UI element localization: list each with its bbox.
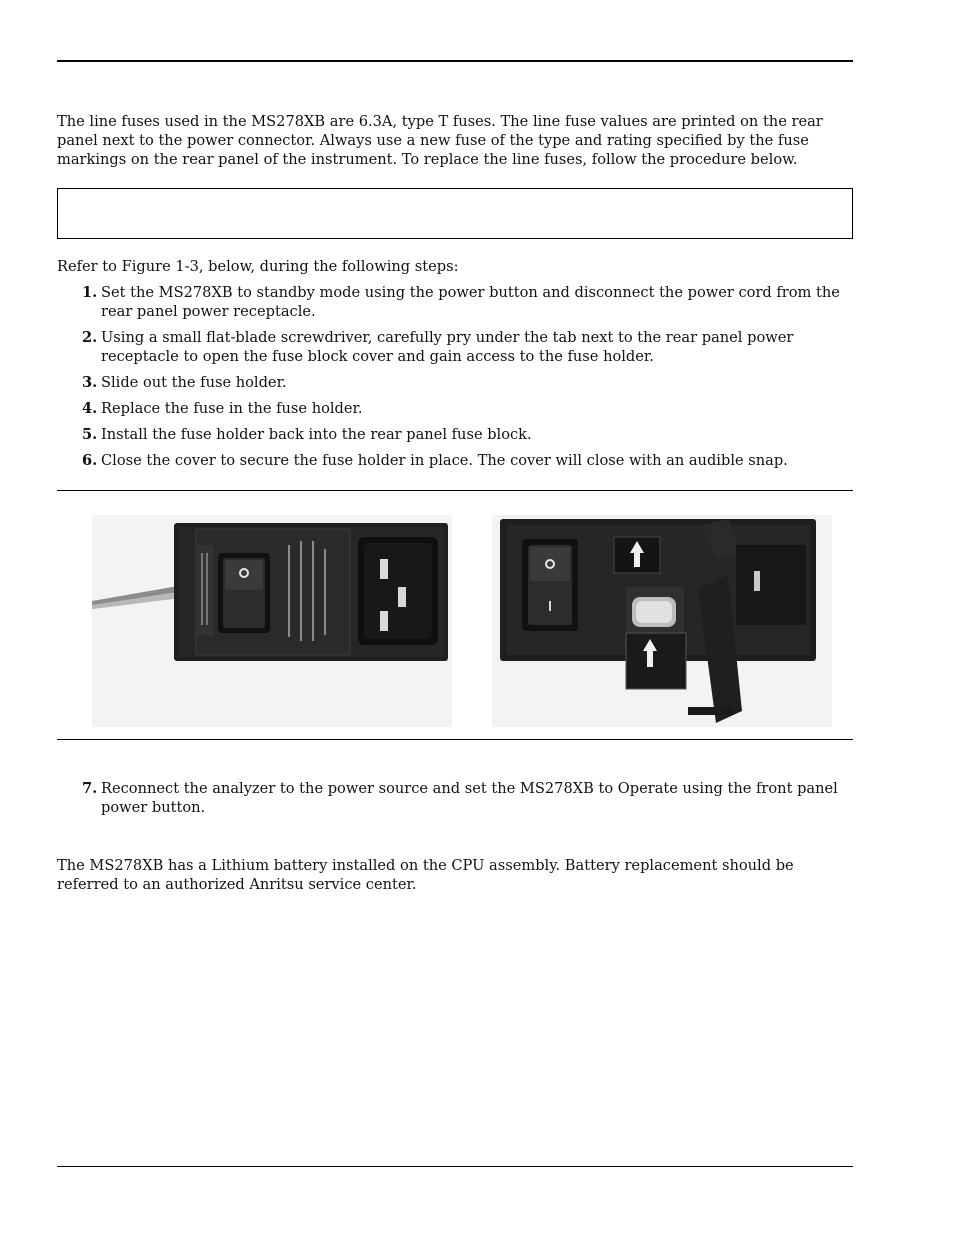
figure-bottom-rule <box>57 739 853 740</box>
step-text: Install the fuse holder back into the rear panel fuse block. <box>101 426 532 443</box>
list-item <box>80 779 852 817</box>
battery-paragraph: The MS278XB has a Lithium battery installed on the CPU assembly. Battery replacement should be referred to an authorized Anritsu service center. <box>57 857 794 893</box>
figure-top-rule <box>57 490 853 491</box>
open-fuse-block-photo <box>492 515 832 727</box>
header-rule <box>57 60 853 62</box>
step-number: 6. <box>82 452 98 469</box>
step-number: 3. <box>82 374 98 391</box>
step-number: 7. <box>82 780 98 797</box>
intro-paragraph: The line fuses used in the MS278XB are 6.3A, type T fuses. The line fuse values are printed on the rear panel next to the power connector. Always use a new fuse of the type and rating specified by the fuse markings on the rear panel of the instrument. To replace the line fuses, follow the procedure below. <box>57 113 823 168</box>
step-text: Using a small flat-blade screwdriver, carefully pry under the tab next to the rear panel power receptacle to open the fuse block cover and gain access to the fuse holder. <box>101 329 794 365</box>
closed-fuse-block-photo <box>92 515 452 727</box>
list-item <box>80 328 852 366</box>
step-number: 2. <box>82 329 98 346</box>
step-text: Set the MS278XB to standby mode using the power button and disconnect the power cord from the rear panel power receptacle. <box>101 284 840 320</box>
step-number: 5. <box>82 426 98 443</box>
step-text: Slide out the fuse holder. <box>101 374 287 391</box>
switch-on-symbol <box>549 601 551 611</box>
list-item <box>80 373 852 392</box>
step-number: 4. <box>82 400 98 417</box>
fuse-replacement-figure <box>92 515 832 727</box>
list-item <box>80 399 852 418</box>
step-text: Replace the fuse in the fuse holder. <box>101 400 363 417</box>
list-item <box>80 425 852 444</box>
procedure-steps-continued <box>80 779 852 824</box>
list-item <box>80 451 852 470</box>
note-box <box>57 188 853 239</box>
step-text: Reconnect the analyzer to the power source and set the MS278XB to Operate using the front panel power button. <box>101 780 838 816</box>
footer-rule <box>57 1166 853 1167</box>
list-item <box>80 283 852 321</box>
procedure-steps <box>80 283 852 477</box>
step-text: Close the cover to secure the fuse holder in place. The cover will close with an audible snap. <box>101 452 788 469</box>
refer-paragraph: Refer to Figure 1-3, below, during the following steps: <box>57 258 459 275</box>
step-number: 1. <box>82 284 98 301</box>
